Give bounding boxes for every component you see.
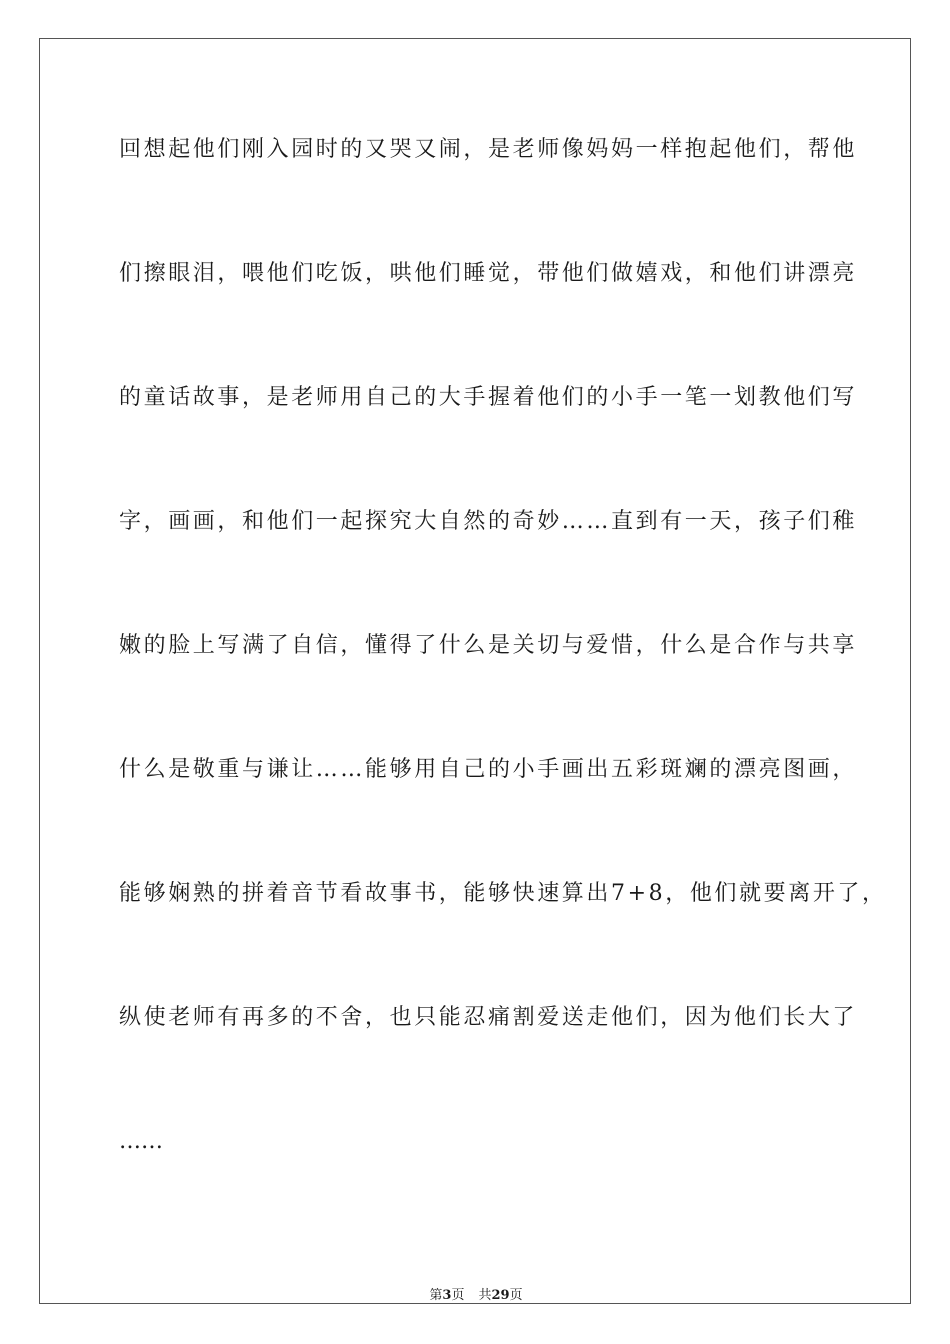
- page-number: 3: [442, 1288, 452, 1303]
- text-line-8: 纵使老师有再多的不舍，也只能忍痛割爱送走他们，因为他们长大了: [119, 1005, 858, 1030]
- total-pages: 29: [491, 1288, 510, 1303]
- text-line-3: 的童话故事，是老师用自己的大手握着他们的小手一笔一划教他们写: [119, 385, 858, 410]
- page-footer: [40, 1284, 912, 1303]
- text-line-7: 能够娴熟的拼着音节看故事书，能够快速算出7+8，他们就要离开了，: [119, 881, 887, 906]
- page-suffix: 页: [451, 1288, 465, 1303]
- text-line-9: ……: [119, 1129, 163, 1154]
- total-prefix: 共: [478, 1288, 492, 1303]
- page-prefix: 第: [429, 1288, 443, 1303]
- text-line-6: 什么是敬重与谦让……能够用自己的小手画出五彩斑斓的漂亮图画，: [119, 757, 858, 782]
- document-body: [119, 135, 887, 1251]
- total-suffix: 页: [509, 1288, 523, 1303]
- text-line-1: 回想起他们刚入园时的又哭又闹，是老师像妈妈一样抱起他们，帮他: [119, 137, 858, 162]
- text-line-2: 们擦眼泪，喂他们吃饭，哄他们睡觉，带他们做嬉戏，和他们讲漂亮: [119, 261, 858, 286]
- text-line-5: 嫩的脸上写满了自信，懂得了什么是关切与爱惜，什么是合作与共享: [119, 633, 858, 658]
- page-frame: [39, 38, 911, 1304]
- text-line-4: 字，画画，和他们一起探究大自然的奇妙……直到有一天，孩子们稚: [119, 509, 858, 534]
